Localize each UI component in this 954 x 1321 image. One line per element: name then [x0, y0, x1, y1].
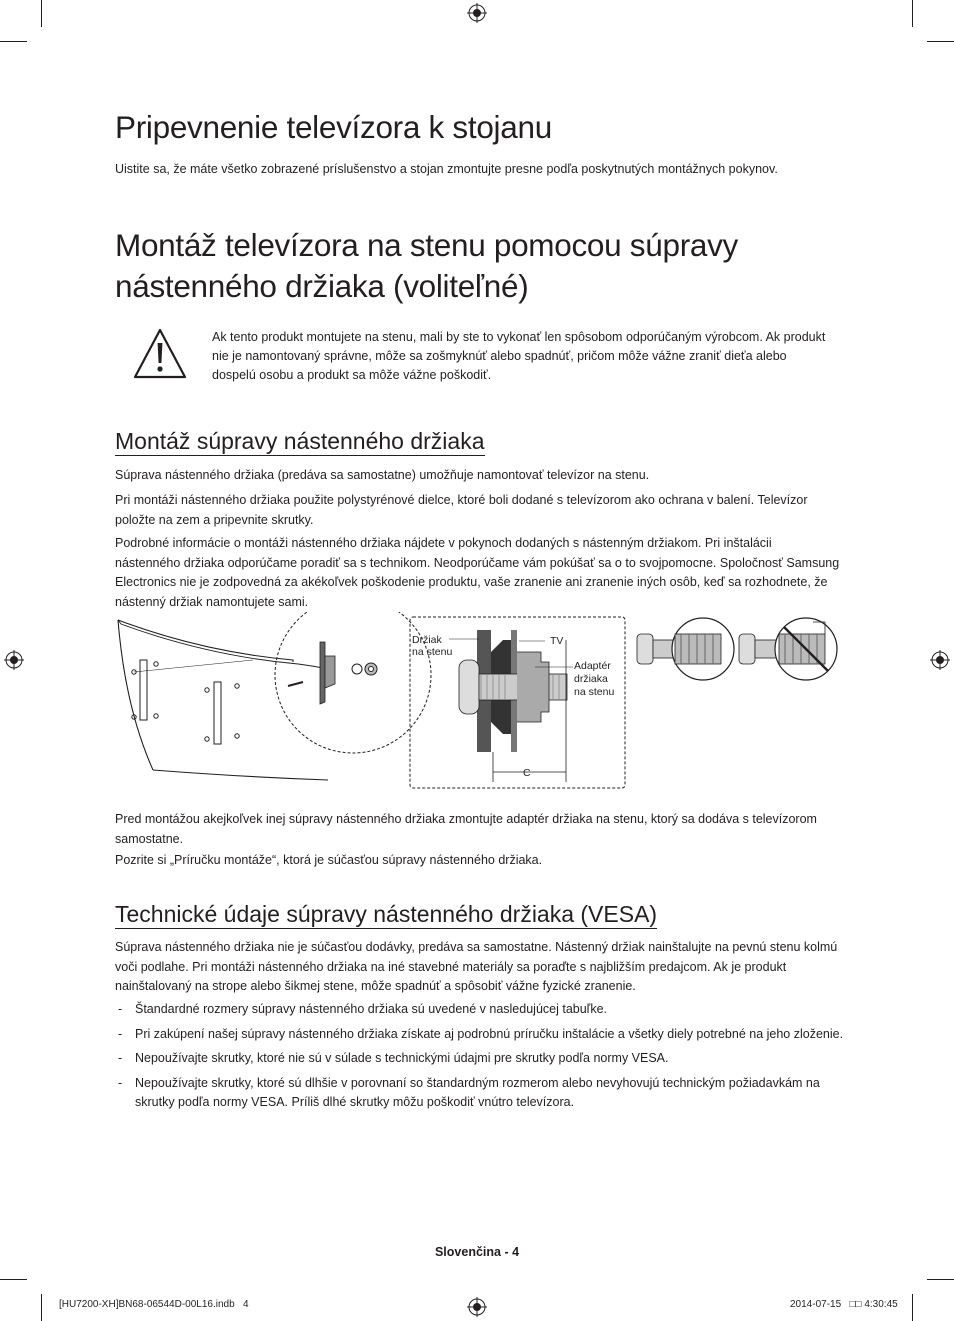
label-adapter: Adaptér [574, 660, 611, 672]
screw-wrong-illustration [739, 618, 837, 680]
list-item-text: Nepoužívajte skrutky, ktoré sú dlhšie v porovnaní so štandardným rozmerom alebo nevyhovujú technickým požiadavkám na skrutky podľa normy VESA. Príliš dlhé skrutky môžu poškodiť vnútro televízora. [135, 1075, 820, 1109]
registration-mark-icon [4, 650, 24, 670]
crop-mark [0, 1279, 27, 1280]
label-adapter: držiaka [574, 673, 608, 685]
list-item-text: Štandardné rozmery súpravy nástenného držiaka sú uvedené v nasledujúcej tabuľke. [135, 1002, 607, 1016]
cross-section-illustration [410, 617, 625, 788]
zoom-circle-illustration [275, 612, 431, 753]
vesa-bullet-list [115, 1000, 845, 1118]
kit-paragraph-2: Pri montáži nástenného držiaka použite polystyrénové dielce, ktoré boli dodané s televízorom ako ochrana v balení. Televízor položte na zem a pripevnite skrutky. [115, 493, 808, 527]
tv-back-illustration [118, 620, 328, 780]
title-line: Montáž televízora na stenu pomocou súpravy [115, 227, 738, 263]
section-title-kit: Montáž súpravy nástenného držiaka [115, 428, 485, 456]
list-item-text: Nepoužívajte skrutky, ktoré nie sú v súlade s technickými údajmi pre skrutky podľa normy VESA. [135, 1051, 669, 1065]
page-number: Slovenčina - 4 [434, 1245, 520, 1259]
list-item [115, 1074, 845, 1113]
print-slug-filename: [HU7200-XH]BN68-06544D-00L16.indb 4 [59, 1299, 249, 1310]
section-title-vesa: Technické údaje súpravy nástenného držiaka (VESA) [115, 901, 657, 929]
crop-mark [927, 1279, 954, 1280]
list-item-text: Pri zakúpení našej súpravy nástenného držiaka získate aj podrobnú príručku inštalácie a všetky diely potrebné na jeho zloženie. [135, 1026, 844, 1041]
crop-mark [912, 1294, 913, 1321]
label-tv: TV [550, 635, 564, 647]
registration-mark-icon [467, 1297, 487, 1317]
label-wall-bracket: Držiak [412, 634, 442, 646]
screw-ok-illustration [637, 618, 734, 680]
vesa-paragraph-1: Súprava nástenného držiaka nie je súčasťou dodávky, predáva sa samostatne. Nástenný držiak nainštalujte na pevnú stenu kolmú voči podlahe. Pri montáži nástenného držiaka na iné stavebné materiály sa poraďte s najbližším predajcom. Ak je produkt nainštalovaný na strope alebo šikmej stene, môže spadnúť a spôsobiť vážne fyzické zranenie. [115, 940, 838, 993]
page-title: Pripevnenie televízora k stojanu [115, 109, 552, 145]
bullet-marker: - [118, 1051, 123, 1065]
label-adapter: na stenu [574, 686, 615, 698]
wall-mount-diagram [113, 612, 843, 792]
registration-mark-icon [467, 3, 487, 23]
kit-paragraph-3: Podrobné informácie o montáži nástenného držiaka nájdete v pokynoch dodaných s nástenným držiakom. Pri inštalácii nástenného držiaka odporúčame poradiť sa s technikom. Neodporúčame vám pokúšať sa o to svojpomocne. Spoločnosť Samsung Electronics nie je zodpovedná za akékoľvek poškodenie produktu, vaše zranenie ani zranenie iných osôb, keď sa rozhodnete, že nástenný držiak namontujete sami. [115, 536, 840, 609]
crop-mark [41, 1294, 42, 1321]
title-line: nástenného držiaka (voliteľné) [115, 267, 529, 304]
label-c: C [523, 767, 531, 779]
warning-text: Ak tento produkt montujete na stenu, mali by ste to vykonať len spôsobom odporúčaným výrobcom. Ak produkt nie je namontovaný správne, môže sa zošmyknúť alebo spadnúť, pričom môže vážne zraniť dieťa alebo dospelú osobu a produkt sa môže vážne poškodiť. [212, 330, 826, 382]
kit-paragraph-4: Pred montážou akejkoľvek inej súpravy nástenného držiaka zmontujte adaptér držiaka na stenu, ktorý sa dodáva s televízorom samostatne. [115, 812, 817, 846]
bullet-marker: - [118, 1026, 123, 1041]
crop-mark [912, 0, 913, 27]
section-title-wall-mount [115, 225, 738, 307]
warning-icon [131, 326, 189, 382]
bullet-marker: - [118, 1002, 123, 1016]
crop-mark [927, 41, 954, 42]
bullet-marker: - [118, 1075, 123, 1090]
registration-mark-icon [930, 650, 950, 670]
kit-paragraph-5: Pozrite si „Príručku montáže“, ktorá je súčasťou súpravy nástenného držiaka. [115, 853, 543, 867]
list-item [115, 1049, 845, 1069]
crop-mark [0, 41, 27, 42]
list-item [115, 1025, 845, 1045]
list-item [115, 1000, 845, 1020]
crop-mark [41, 0, 42, 27]
intro-paragraph: Uistite sa, že máte všetko zobrazené príslušenstvo a stojan zmontujte presne podľa poskytnutých montážnych pokynov. [115, 162, 778, 176]
kit-paragraph-1: Súprava nástenného držiaka (predáva sa samostatne) umožňuje namontovať televízor na stenu. [115, 468, 650, 482]
print-slug-timestamp: 2014-07-15 □□ 4:30:45 [790, 1299, 898, 1310]
label-wall-bracket: na stenu [412, 646, 453, 658]
